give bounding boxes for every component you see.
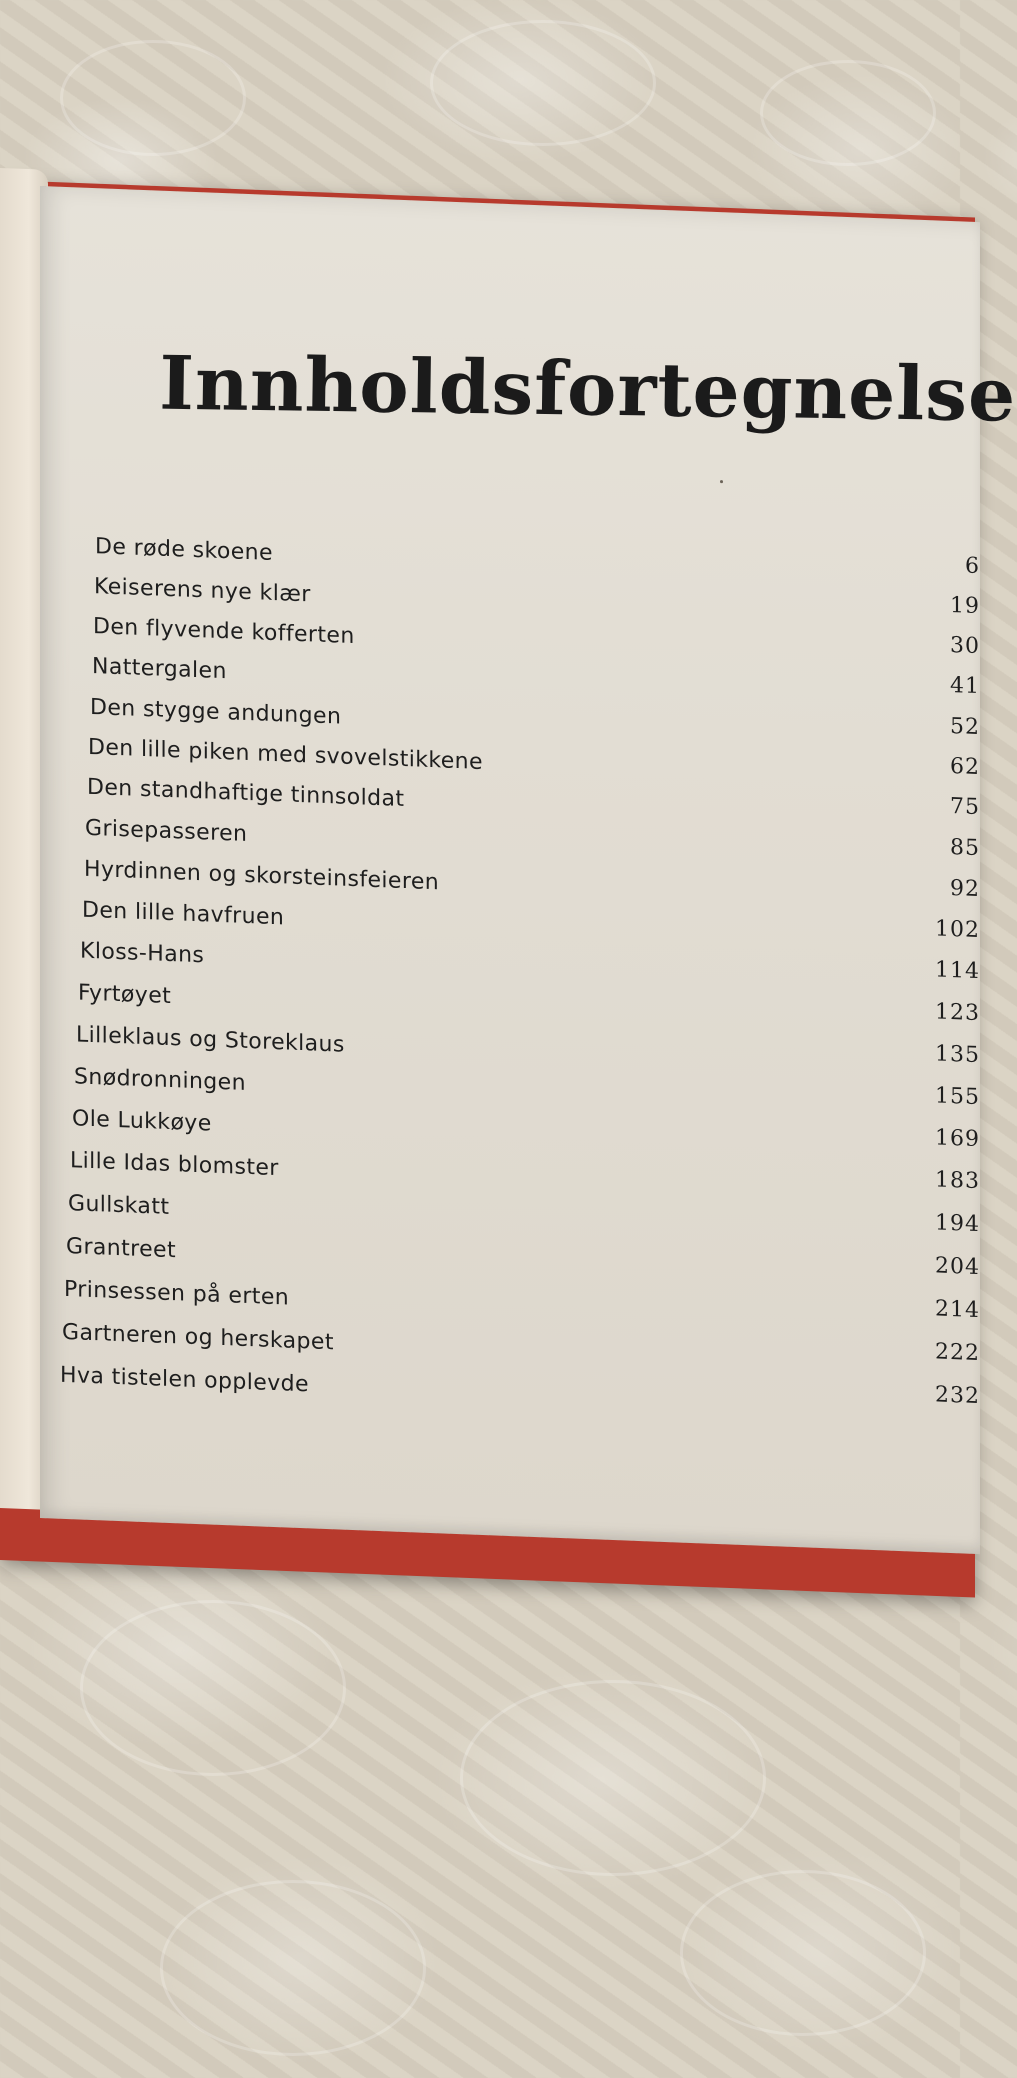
toc-entry-page: 62 (950, 753, 980, 781)
toc-entry-title: Den flyvende kofferten (93, 614, 355, 650)
tablecloth-pattern (680, 1870, 926, 2036)
toc-entry-title: Snødronningen (74, 1064, 246, 1096)
toc-entry-page: 85 (950, 834, 980, 862)
page-title: Innholdsfortegnelse (158, 340, 1017, 439)
toc-entry-title: Gullskatt (68, 1191, 170, 1220)
toc-entry-title: Den lille piken med svovelstikkene (88, 734, 483, 776)
toc-entry-page: 102 (935, 916, 980, 944)
toc-entry-title: Lilleklaus og Storeklaus (76, 1022, 345, 1058)
toc-entry-title: De røde skoene (95, 534, 273, 566)
toc-entry-page: 19 (950, 592, 980, 620)
toc-entry-page: 92 (950, 875, 980, 903)
tablecloth-pattern (160, 1880, 426, 2056)
toc-entry-title: Den stygge andungen (90, 694, 342, 730)
toc-entry-page: 183 (935, 1167, 980, 1195)
tablecloth-pattern (460, 1680, 766, 1876)
toc-entry-title: Gartneren og herskapet (62, 1319, 334, 1356)
toc-entry-title: Grisepasseren (85, 815, 248, 847)
toc-entry-title: Grantreet (66, 1233, 177, 1264)
toc-entry-page: 135 (935, 1041, 980, 1069)
toc-entry-page: 214 (935, 1296, 980, 1324)
tablecloth-pattern (80, 1600, 346, 1776)
toc-entry-title: Kloss-Hans (80, 938, 205, 969)
toc-entry-title: Keiserens nye klær (94, 574, 311, 608)
toc-entry-page: 75 (950, 793, 980, 821)
book-page (40, 186, 1017, 1554)
toc-entry-page: 169 (935, 1125, 980, 1153)
tablecloth-pattern (760, 60, 936, 166)
toc-entry-page: 114 (935, 957, 980, 985)
toc-entry-title: Prinsessen på erten (64, 1276, 290, 1311)
tablecloth-pattern (430, 20, 656, 146)
toc-entry-page: 204 (935, 1253, 980, 1281)
toc-entry-title: Nattergalen (92, 653, 227, 685)
toc-entry-page: 52 (950, 713, 980, 741)
toc-entry-page: 194 (935, 1210, 980, 1238)
toc-entry-page: 155 (935, 1083, 980, 1111)
toc-entry-page: 222 (935, 1339, 980, 1367)
toc-entry-page: 6 (965, 553, 980, 580)
toc-entry-title: Lille Idas blomster (70, 1148, 279, 1182)
toc-entry-page: 123 (935, 999, 980, 1027)
toc-entry-title: Hyrdinnen og skorsteinsfeieren (84, 856, 440, 896)
toc-entry-page: 30 (950, 632, 980, 660)
toc-entry-page: 41 (950, 672, 980, 700)
toc-entry-title: Den lille havfruen (82, 897, 285, 931)
table-of-contents (40, 186, 980, 1554)
toc-entry-title: Den standhaftige tinnsoldat (87, 774, 405, 813)
tablecloth-pattern (60, 40, 246, 156)
toc-entry-page: 232 (935, 1382, 980, 1410)
toc-entry-title: Fyrtøyet (78, 980, 172, 1010)
toc-entry-title: Ole Lukkøye (72, 1106, 212, 1137)
toc-entry-title: Hva tistelen opplevde (60, 1362, 309, 1398)
